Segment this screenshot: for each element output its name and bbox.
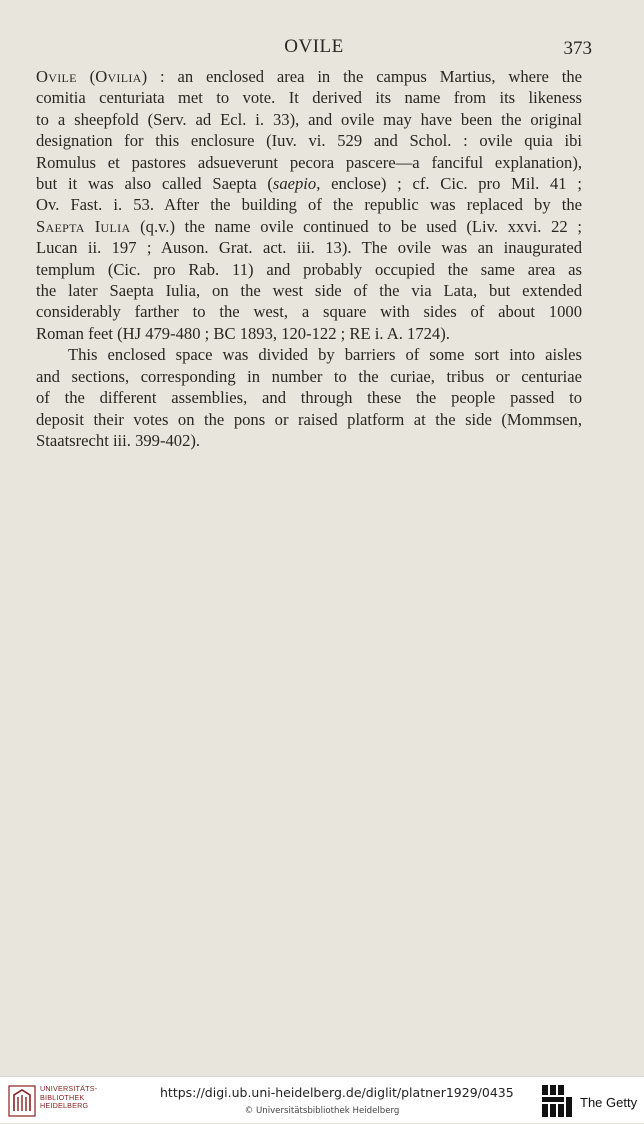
library-name: UNIVERSITÄTS- BIBLIOTHEK HEIDELBERG — [40, 1084, 98, 1111]
text-line: of the different assemblies, and through these the people passed to — [36, 388, 582, 408]
text-line: the later Saepta Iulia, on the west side of the via Lata, but extended — [36, 281, 582, 301]
page-number: 373 — [563, 38, 592, 59]
copyright-notice: © Universitätsbibliothek Heidelberg — [244, 1106, 400, 1116]
text-line: This enclosed space was divided by barriers of some sort into aisles — [68, 345, 582, 365]
alt-headword: Ovilia — [95, 67, 142, 86]
text-line: comitia centuriata met to vote. It derived its name from its likeness — [36, 88, 582, 108]
getty-logo-icon — [540, 1083, 574, 1119]
text-line: Lucan ii. 197 ; Auson. Grat. act. iii. 13). The ovile was an inaugurated — [36, 238, 582, 258]
cross-reference: Saepta Iulia — [36, 216, 131, 236]
text-line: Roman feet (HJ 479-480 ; BC 1893, 120-122 ; RE i. A. 1724). — [36, 323, 450, 343]
text-line: Saepta Iulia (q.v.) the name ovile continued to be used (Liv. xxvi. 22 ; — [36, 216, 582, 236]
text-line: considerably farther to the west, a square with sides of about 1000 — [36, 302, 582, 322]
running-head — [36, 36, 592, 60]
article-body — [36, 66, 582, 451]
text-line: but it was also called Saepta (saepio, enclose) ; cf. Cic. pro Mil. 41 ; — [36, 174, 582, 194]
text-line: Ovile (Ovilia) : an enclosed area in the campus Martius, where the — [36, 67, 582, 86]
digitization-footer — [0, 1076, 644, 1123]
text-line: deposit their votes on the pons or raised platform at the side (Mommsen, — [36, 409, 582, 429]
source-url-link[interactable]: https://digi.ub.uni-heidelberg.de/diglit/platner1929/0435 — [160, 1085, 514, 1100]
running-title: OVILE — [284, 36, 344, 57]
text-line: to a sheepfold (Serv. ad Ecl. i. 33), and ovile may have been the original — [36, 109, 582, 129]
getty-name: The Getty — [580, 1095, 638, 1110]
headword: Ovile — [36, 67, 77, 86]
text-line: Romulus et pastores adsueverunt pecora pascere—a fanciful explanation), — [36, 152, 582, 172]
text-line: templum (Cic. pro Rab. 11) and probably occupied the same area as — [36, 259, 582, 279]
text-line: Staatsrecht iii. 399-402). — [36, 430, 201, 450]
text-line: designation for this enclosure (Iuv. vi. 529 and Schol. : ovile quia ibi — [36, 131, 582, 151]
text-line: and sections, corresponding in number to the curiae, tribus or centuriae — [36, 366, 582, 386]
text-line: Ov. Fast. i. 53. After the building of the republic was replaced by the — [36, 195, 582, 215]
